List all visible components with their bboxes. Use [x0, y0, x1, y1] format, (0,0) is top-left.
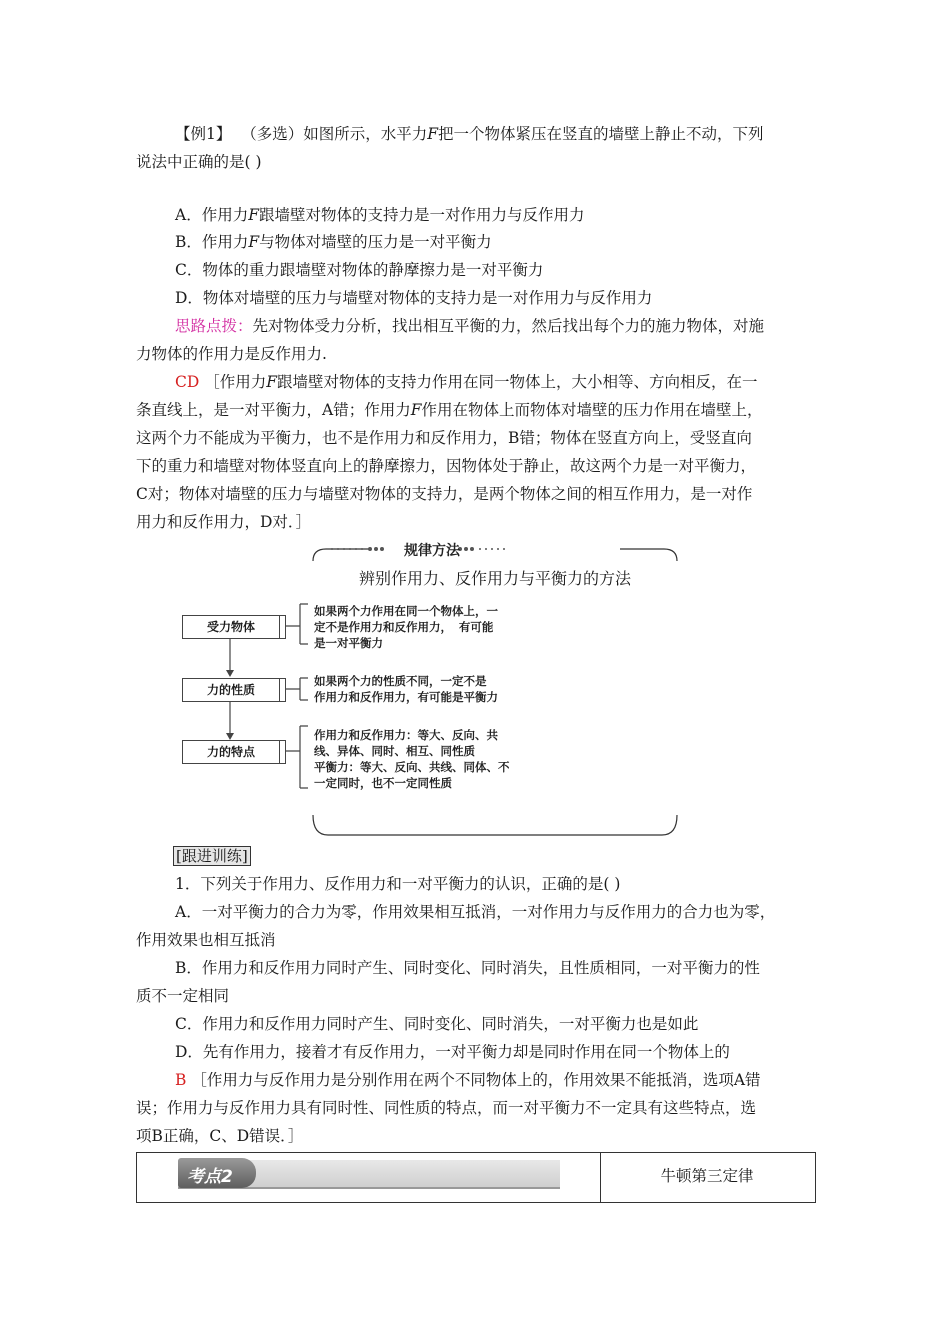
practice-option-a-2: 作用效果也相互抵消: [136, 931, 276, 949]
note-features: 作用力和反作用力：等大、反向、共 线、异体、同时、相互、同性质 平衡力：等大、反向、共线、同体、不 一定同时，也不一定同性质: [314, 728, 510, 790]
answer1-line-6: 用力和反作用力，D对．］: [136, 513, 312, 531]
method-box-header: 规律方法: [404, 543, 460, 559]
example-line-2: 说法中正确的是( ): [136, 153, 262, 171]
answer1-line-1: CD ［作用力F跟墙壁对物体的支持力作用在同一物体上，大小相等、方向相反，在一: [175, 373, 758, 391]
practice-option-b-1: B．作用力和反作用力同时产生、同时变化、同时消失，且性质相同，一对平衡力的性: [175, 959, 760, 977]
example-text: 把一个物体紧压在竖直的墙壁上静止不动，下列: [438, 125, 764, 143]
node-force-nature: 力的性质: [182, 678, 280, 702]
option-d: D．物体对墙壁的压力与墙壁对物体的支持力是一对作用力与反作用力: [175, 289, 653, 307]
practice-option-d: D．先有作用力，接着才有反作用力，一对平衡力却是同时作用在同一个物体上的: [175, 1043, 730, 1061]
practice-option-b-2: 质不一定相同: [136, 987, 230, 1005]
practice-answer-2: 误；作用力与反作用力具有同时性、同性质的特点，而一对平衡力不一定具有这些特点，选: [136, 1099, 757, 1117]
option-c: C．物体的重力跟墙壁对物体的静摩擦力是一对平衡力: [175, 261, 544, 279]
answer1-line-2: 条直线上，是一对平衡力，A错；作用力F作用在物体上而物体对墙壁的压力作用在墙壁上，: [136, 401, 763, 419]
method-box-title: 辨别作用力、反作用力与平衡力的方法: [358, 569, 631, 588]
node-force-receiver: 受力物体: [182, 615, 280, 639]
section-badge-label: 考点2: [187, 1167, 233, 1187]
note-receiver: 如果两个力作用在同一个物体上，一 定不是作用力和反作用力， 有可能 是一对平衡力: [314, 604, 498, 650]
option-a: A．作用力F跟墙壁对物体的支持力是一对作用力与反作用力: [175, 206, 585, 224]
force-symbol: F: [427, 125, 439, 143]
answer1-line-5: C对；物体对墙壁的压力与墙壁对物体的支持力，是两个物体之间的相互作用力，是一对作: [136, 485, 753, 503]
node-force-features: 力的特点: [182, 740, 280, 764]
practice-question: 1．下列关于作用力、反作用力和一对平衡力的认识，正确的是( ): [175, 875, 621, 893]
answer-key: CD: [175, 373, 200, 391]
answer1-line-3: 这两个力不能成为平衡力，也不是作用力和反作用力，B错；物体在竖直方向上，受竖直向: [136, 429, 752, 447]
practice-option-a-1: A．一对平衡力的合力为零，作用效果相互抵消，一对作用力与反作用力的合力也为零，: [175, 903, 776, 921]
answer1-line-4: 下的重力和墙壁对物体竖直向上的静摩擦力，因物体处于静止，故这两个力是一对平衡力，: [136, 457, 757, 475]
hint-label: 思路点拨：: [175, 317, 253, 335]
hint-line-2: 力物体的作用力是反作用力.: [136, 345, 327, 363]
practice-option-c: C．作用力和反作用力同时产生、同时变化、同时消失，一对平衡力也是如此: [175, 1015, 699, 1033]
option-b: B．作用力F与物体对墙壁的压力是一对平衡力: [175, 233, 492, 251]
example-label: 【例1】: [175, 125, 232, 143]
hint-line-1: 思路点拨：先对物体受力分析，找出相互平衡的力，然后找出每个力的施力物体，对施: [175, 317, 765, 335]
practice-answer-3: 项B正确，C、D错误．］: [136, 1127, 304, 1145]
practice-answer-key: B: [175, 1071, 187, 1089]
example-text: （多选）如图所示，水平力: [241, 125, 428, 143]
example-line-1: [175, 124, 764, 144]
practice-tag: [跟进训练]: [173, 846, 251, 866]
section-title: 牛顿第三定律: [660, 1167, 754, 1185]
practice-answer-1: B ［作用力与反作用力是分别作用在两个不同物体上的，作用效果不能抵消，选项A错: [175, 1071, 761, 1089]
note-nature: 如果两个力的性质不同，一定不是 作用力和反作用力，有可能是平衡力: [314, 674, 498, 704]
